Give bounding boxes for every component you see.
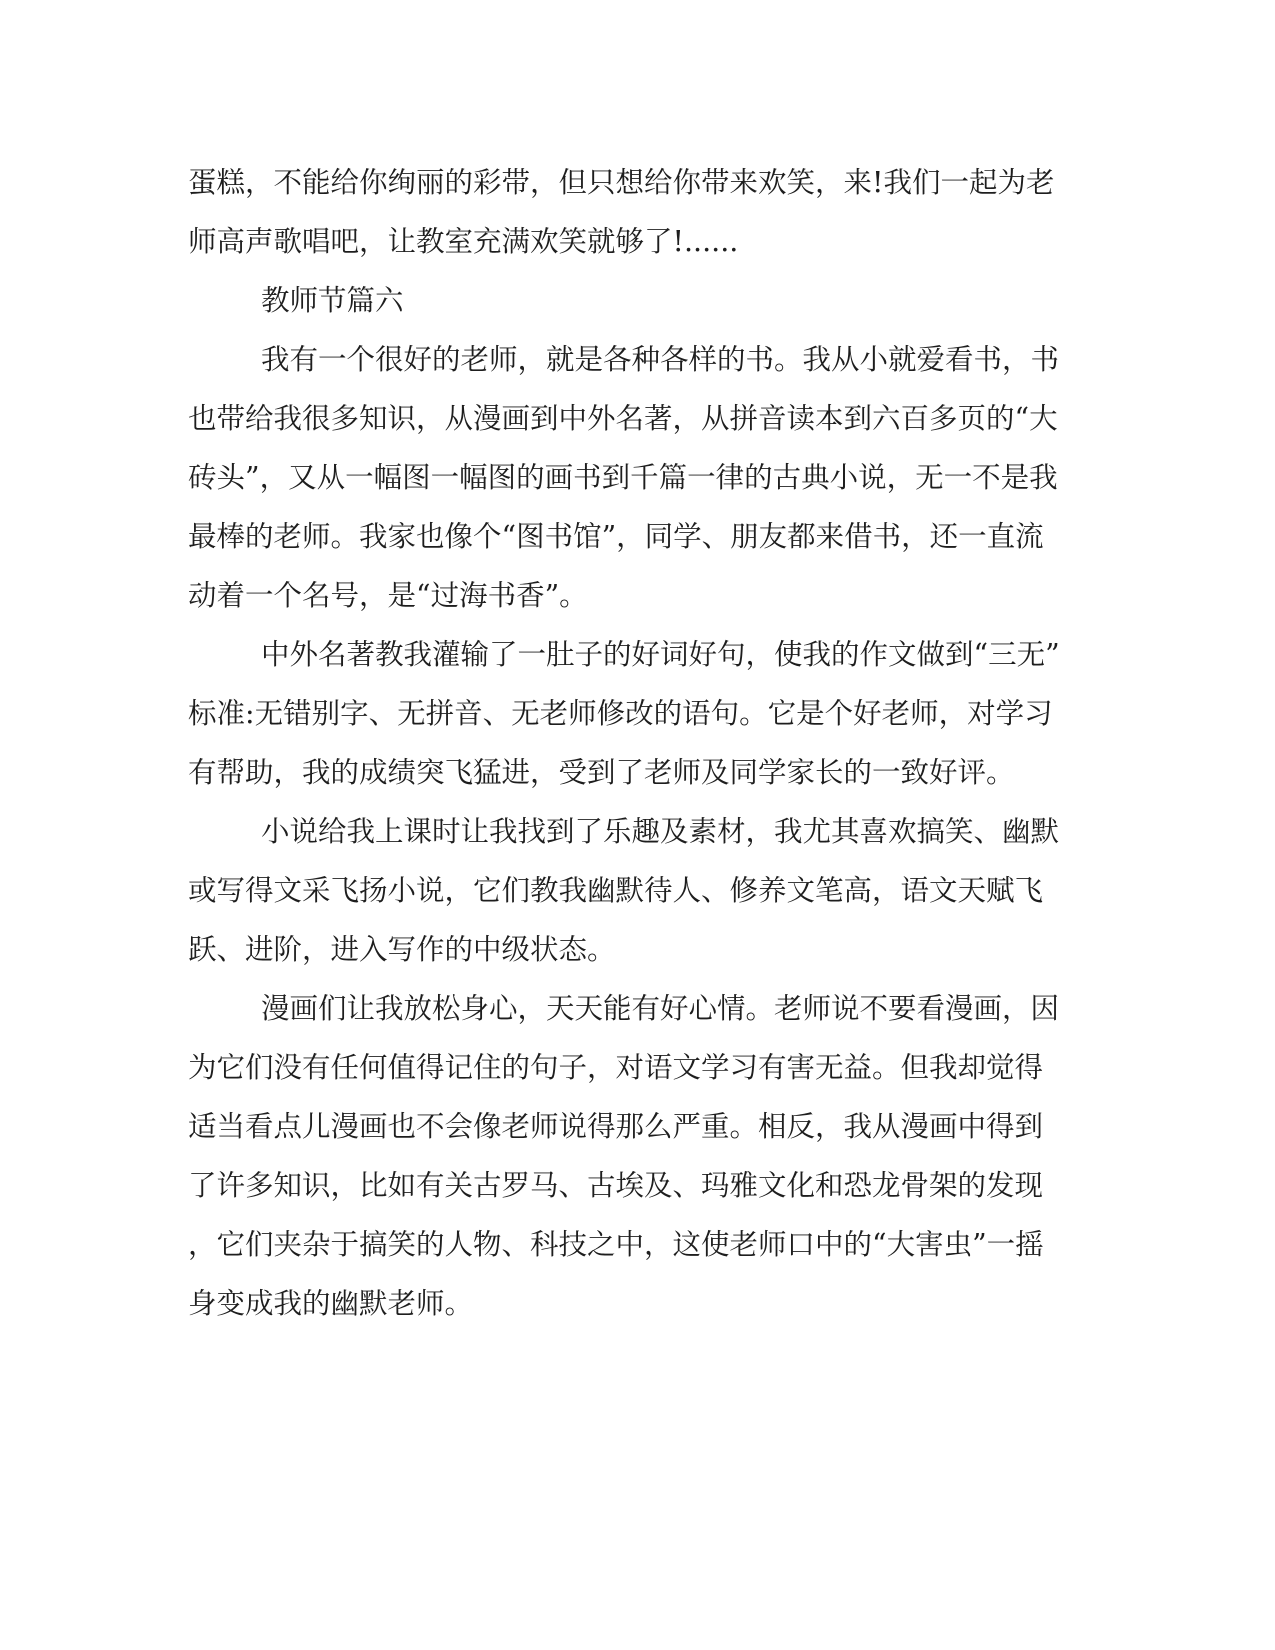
text-line: 为它们没有任何值得记住的句子，对语文学习有害无益。但我却觉得 <box>188 1051 1044 1084</box>
text-line: 蛋糕，不能给你绚丽的彩带，但只想给你带来欢笑，来!我们一起为老 <box>188 166 1055 199</box>
text-line: 中外名著教我灌输了一肚子的好词好句，使我的作文做到“三无” <box>261 638 1060 671</box>
text-line: 小说给我上课时让我找到了乐趣及素材，我尤其喜欢搞笑、幽默 <box>261 815 1060 848</box>
text-line: 我有一个很好的老师，就是各种各样的书。我从小就爱看书，书 <box>261 343 1060 376</box>
text-line: 或写得文采飞扬小说，它们教我幽默待人、修养文笔高，语文天赋飞 <box>188 874 1044 907</box>
text-line: 砖头”，又从一幅图一幅图的画书到千篇一律的古典小说，无一不是我 <box>188 461 1058 494</box>
text-line: 动着一个名号，是“过海书香”。 <box>188 579 588 612</box>
text-line: 适当看点儿漫画也不会像老师说得那么严重。相反，我从漫画中得到 <box>188 1110 1044 1143</box>
text-line: 身变成我的幽默老师。 <box>188 1287 474 1320</box>
text-line: 跃、进阶，进入写作的中级状态。 <box>188 933 616 966</box>
text-line: 师高声歌唱吧，让教室充满欢笑就够了!...... <box>188 225 739 258</box>
section-heading: 教师节篇六 <box>261 284 404 317</box>
text-line: 也带给我很多知识，从漫画到中外名著，从拼音读本到六百多页的“大 <box>188 402 1058 435</box>
text-line: 漫画们让我放松身心，天天能有好心情。老师说不要看漫画，因 <box>261 992 1060 1025</box>
text-line: 标准:无错别字、无拼音、无老师修改的语句。它是个好老师，对学习 <box>188 697 1053 730</box>
text-line: ，它们夹杂于搞笑的人物、科技之中，这使老师口中的“大害虫”一摇 <box>188 1228 1044 1261</box>
text-line: 有帮助，我的成绩突飞猛进，受到了老师及同学家长的一致好评。 <box>188 756 1015 789</box>
text-line: 了许多知识，比如有关古罗马、古埃及、玛雅文化和恐龙骨架的发现 <box>188 1169 1044 1202</box>
text-line: 最棒的老师。我家也像个“图书馆”，同学、朋友都来借书，还一直流 <box>188 520 1044 553</box>
